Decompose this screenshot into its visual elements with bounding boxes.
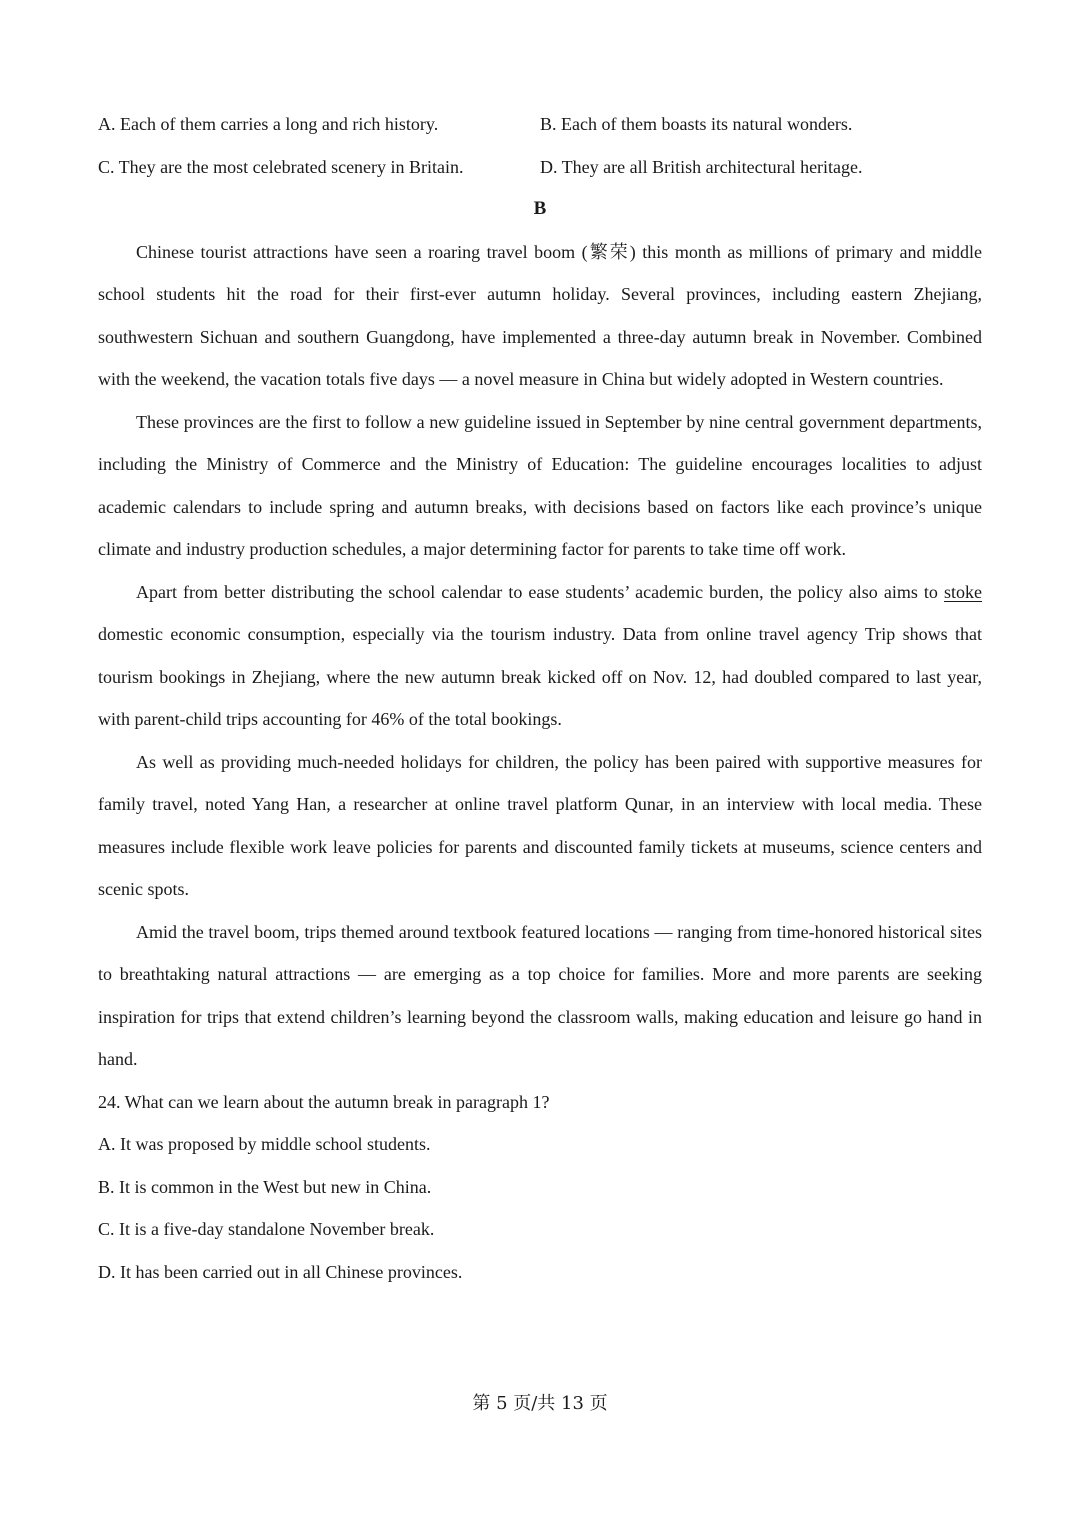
paragraph-3-text-before: Apart from better distributing the school calendar to ease students’ academic burden, the policy also aims to	[136, 581, 944, 602]
question-24-stem: 24. What can we learn about the autumn break in paragraph 1?	[98, 1091, 550, 1112]
passage-paragraph-4: As well as providing much-needed holidays for children, the policy has been paired with supportive measures for family travel, noted Yang Han, a researcher at online travel platform Qunar, in an interview with local media. These measures include flexible work leave policies for parents and discounted family tickets at museums, science centers and scenic spots.	[98, 751, 982, 899]
passage-paragraph-1: Chinese tourist attractions have seen a roaring travel boom (繁荣) this month as millions of primary and middle school students hit the road for their first-ever autumn holiday. Several provinces, including eastern Zhejiang, southwestern Sichuan and southern Guangdong, have implemented a three-day autumn break in November. Combined with the weekend, the vacation totals five days — a novel measure in China but widely adopted in Western countries.	[98, 241, 982, 389]
option-d: D. They are all British architectural heritage.	[540, 156, 863, 177]
previous-question-options-row-2	[98, 146, 982, 189]
option-a: A. Each of them carries a long and rich history.	[98, 114, 439, 134]
passage-paragraph-3	[98, 571, 982, 741]
previous-question-options-row-1	[98, 103, 982, 146]
passage-paragraph-2: These provinces are the first to follow a new guideline issued in September by nine central government departments, including the Ministry of Commerce and the Ministry of Education: The guideline encourages localities to adjust academic calendars to include spring and autumn breaks, with decisions based on factors like each province’s unique climate and industry production schedules, a major determining factor for parents to take time off work.	[98, 411, 982, 559]
option-b: B. Each of them boasts its natural wonders.	[540, 114, 853, 134]
page-number-footer: 第 5 页/共 13 页	[472, 1393, 608, 1414]
paragraph-3-text-after: domestic economic consumption, especially via the tourism industry. Data from online travel agency Trip shows that tourism bookings in Zhejiang, where the new autumn break kicked off on Nov. 12, had doubled compared to last year, with parent-child trips accounting for 46% of the total bookings.	[98, 624, 982, 729]
section-title: B	[533, 198, 547, 219]
passage-paragraph-5: Amid the travel boom, trips themed around textbook featured locations — ranging from time-honored historical sites to breathtaking natural attractions — are emerging as a top choice for families. More and more parents are seeking inspiration for trips that extend children’s learning beyond the classroom walls, making education and leisure go hand in hand.	[98, 921, 982, 1069]
question-24-option-a: A. It was proposed by middle school students.	[98, 1134, 431, 1154]
question-24-option-b: B. It is common in the West but new in China.	[98, 1176, 432, 1197]
question-24-option-d: D. It has been carried out in all Chinese provinces.	[98, 1261, 463, 1282]
exam-page	[98, 103, 982, 1293]
underlined-word-stoke: stoke	[944, 581, 982, 602]
question-24-option-c: C. It is a five-day standalone November break.	[98, 1219, 435, 1239]
option-c: C. They are the most celebrated scenery in Britain.	[98, 156, 464, 177]
